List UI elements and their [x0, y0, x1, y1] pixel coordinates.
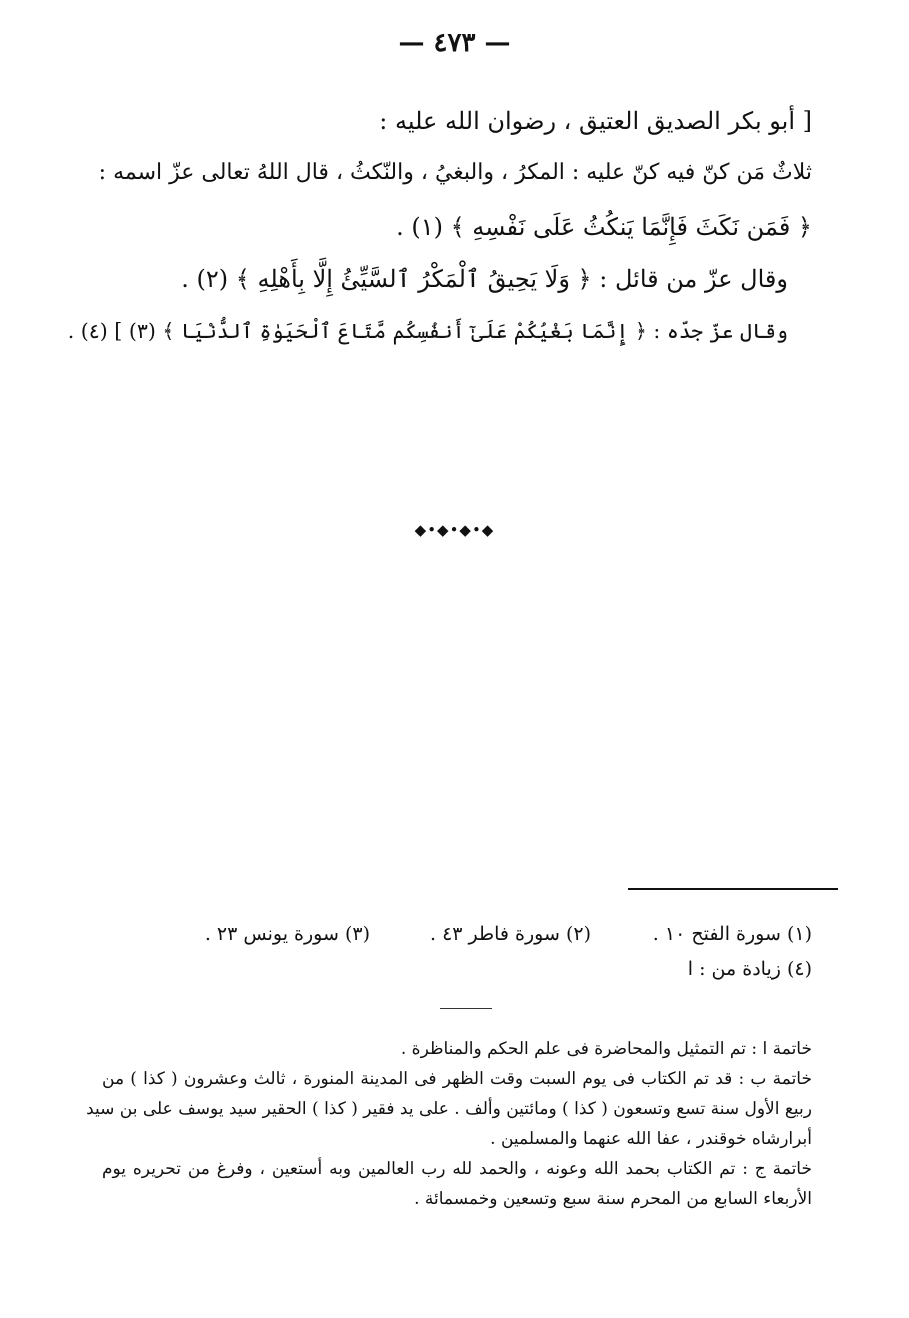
footnote-4: (٤) زيادة من : ا: [687, 958, 812, 980]
colophon-line-5: خاتمة ج : تم الكتاب بحمد الله وعونه ، والحمد لله رب العالمين وبه أستعين ، وفرغ من تحريره يوم: [102, 1159, 812, 1179]
colophon-line-6: الأربعاء السابع من المحرم سنة سبع وتسعين وخمسمائة .: [414, 1189, 812, 1209]
colophon-rule: [440, 1008, 492, 1009]
colophon-line-3: ربيع الأول سنة تسع وتسعون ( كذا ) ومائتين وألف . على يد فقير ( كذا ) الحقير سيد يوسف على بن سيد: [86, 1099, 812, 1119]
page-number: — ٤٧٣ —: [398, 28, 511, 58]
footnote-2: (٢) سورة فاطر ٤٣ .: [429, 923, 591, 945]
quran-verse-1: ﴿ فَمَن نَكَثَ فَإِنَّمَا يَنكُثُ عَلَى نَفْسِهِ ﴾ (١) .: [396, 213, 812, 241]
section-divider: ◆•◆•◆•◆: [414, 521, 495, 539]
footnote-1: (١) سورة الفتح ١٠ .: [652, 923, 812, 945]
text-line-4: وقال عزّ من قائل : ﴿ وَلَا يَحِيقُ ٱلْمَكْرُ ٱلسَّيِّئُ إِلَّا بِأَهْلِهِ ﴾ (٢) .: [181, 265, 788, 293]
footnote-3: (٣) سورة يونس ٢٣ .: [204, 923, 370, 945]
footnote-rule: [628, 888, 838, 890]
heading-line: [ أبو بكر الصديق العتيق ، رضوان الله عليه :: [379, 107, 812, 135]
colophon-line-4: أبرارشاه خوقندر ، عفا الله عنهما والمسلمين .: [490, 1129, 812, 1149]
colophon-line-1: خاتمة ا : تم التمثيل والمحاضرة فى علم الحكم والمناظرة .: [400, 1039, 812, 1059]
colophon-line-2: خاتمة ب : قد تم الكتاب فى يوم السبت وقت الظهر فى المدينة المنورة ، ثالث وعشرون ( كذا ) من: [102, 1069, 812, 1089]
text-line-2: ثلاثٌ مَن كنّ فيه كنّ عليه : المكرُ ، والبغيُ ، والنّكثُ ، قال اللهُ تعالى عزّ اسمه :: [98, 160, 812, 185]
text-line-5: وقال عزّ جدّه : ﴿ إِنَّمَا بَغْيُكُمْ عَلَىٰٓ أَنفُسِكُم مَّتَاعَ ٱلْحَيَوٰةِ ٱلدُّنْيَا ﴾ (٣) ] (٤) .: [67, 319, 788, 343]
